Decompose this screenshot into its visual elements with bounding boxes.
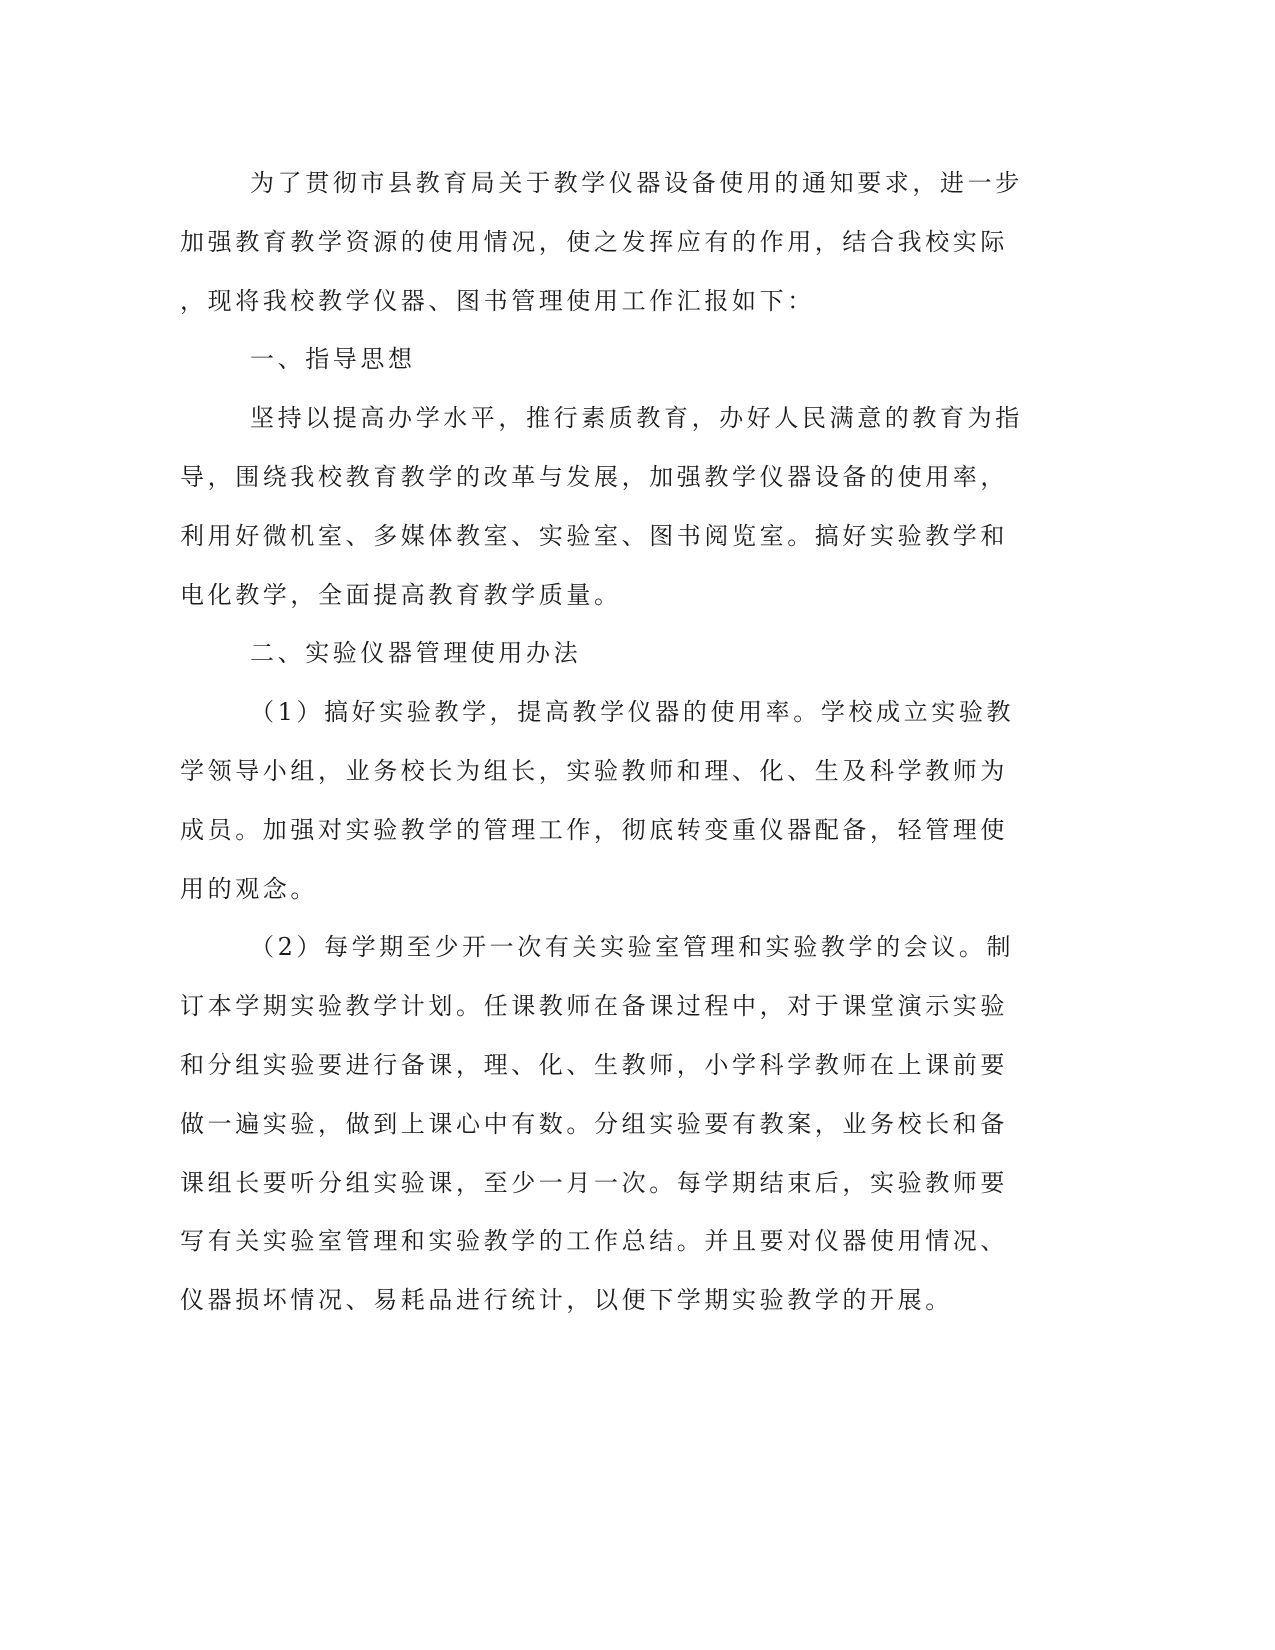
section-heading: 二、实验仪器管理使用办法 xyxy=(250,639,582,668)
paragraph-line: ，现将我校教学仪器、图书管理使用工作汇报如下： xyxy=(180,286,815,315)
paragraph-line: （2）每学期至少开一次有关实验室管理和实验教学的会议。制 xyxy=(250,933,1015,962)
section-heading-management-methods xyxy=(180,624,1180,683)
paragraph-line: 写有关实验室管理和实验教学的工作总结。并且要对仪器使用情况、 xyxy=(180,1227,1008,1256)
paragraph-line: （1）搞好实验教学，提高教学仪器的使用率。学校成立实验教 xyxy=(250,698,1015,727)
paragraph-line: 做一遍实验，做到上课心中有数。分组实验要有教案，业务校长和备 xyxy=(180,1109,1008,1138)
paragraph-line: 学领导小组，业务校长为组长，实验教师和理、化、生及科学教师为 xyxy=(180,756,1008,785)
paragraph-line: 课组长要听分组实验课，至少一月一次。每学期结束后，实验教师要 xyxy=(180,1168,1008,1197)
paragraph-line: 坚持以提高办学水平，推行素质教育，办好人民满意的教育为指 xyxy=(250,404,1023,433)
paragraph-line: 订本学期实验教学计划。任课教师在备课过程中，对于课堂演示实验 xyxy=(180,992,1008,1021)
paragraph-line: 仪器损坏情况、易耗品进行统计，以便下学期实验教学的开展。 xyxy=(180,1286,953,1315)
section-heading: 一、指导思想 xyxy=(250,345,416,374)
paragraph-guiding-ideology xyxy=(180,389,1180,624)
paragraph-line: 和分组实验要进行备课，理、化、生教师，小学科学教师在上课前要 xyxy=(180,1050,1008,1079)
paragraph-intro xyxy=(180,154,1180,330)
paragraph-item-2 xyxy=(180,918,1180,1330)
paragraph-line: 用的观念。 xyxy=(180,874,318,903)
paragraph-line: 导，围绕我校教育教学的改革与发展，加强教学仪器设备的使用率， xyxy=(180,462,1008,491)
document-body xyxy=(180,154,1180,1330)
paragraph-line: 加强教育教学资源的使用情况，使之发挥应有的作用，结合我校实际 xyxy=(180,227,1008,256)
paragraph-item-1 xyxy=(180,683,1180,918)
paragraph-line: 利用好微机室、多媒体教室、实验室、图书阅览室。搞好实验教学和 xyxy=(180,521,1008,550)
section-heading-guiding-ideology xyxy=(180,330,1180,389)
paragraph-line: 电化教学，全面提高教育教学质量。 xyxy=(180,580,622,609)
paragraph-line: 为了贯彻市县教育局关于教学仪器设备使用的通知要求，进一步 xyxy=(250,169,1023,197)
paragraph-line: 成员。加强对实验教学的管理工作，彻底转变重仪器配备，轻管理使 xyxy=(180,815,1008,844)
